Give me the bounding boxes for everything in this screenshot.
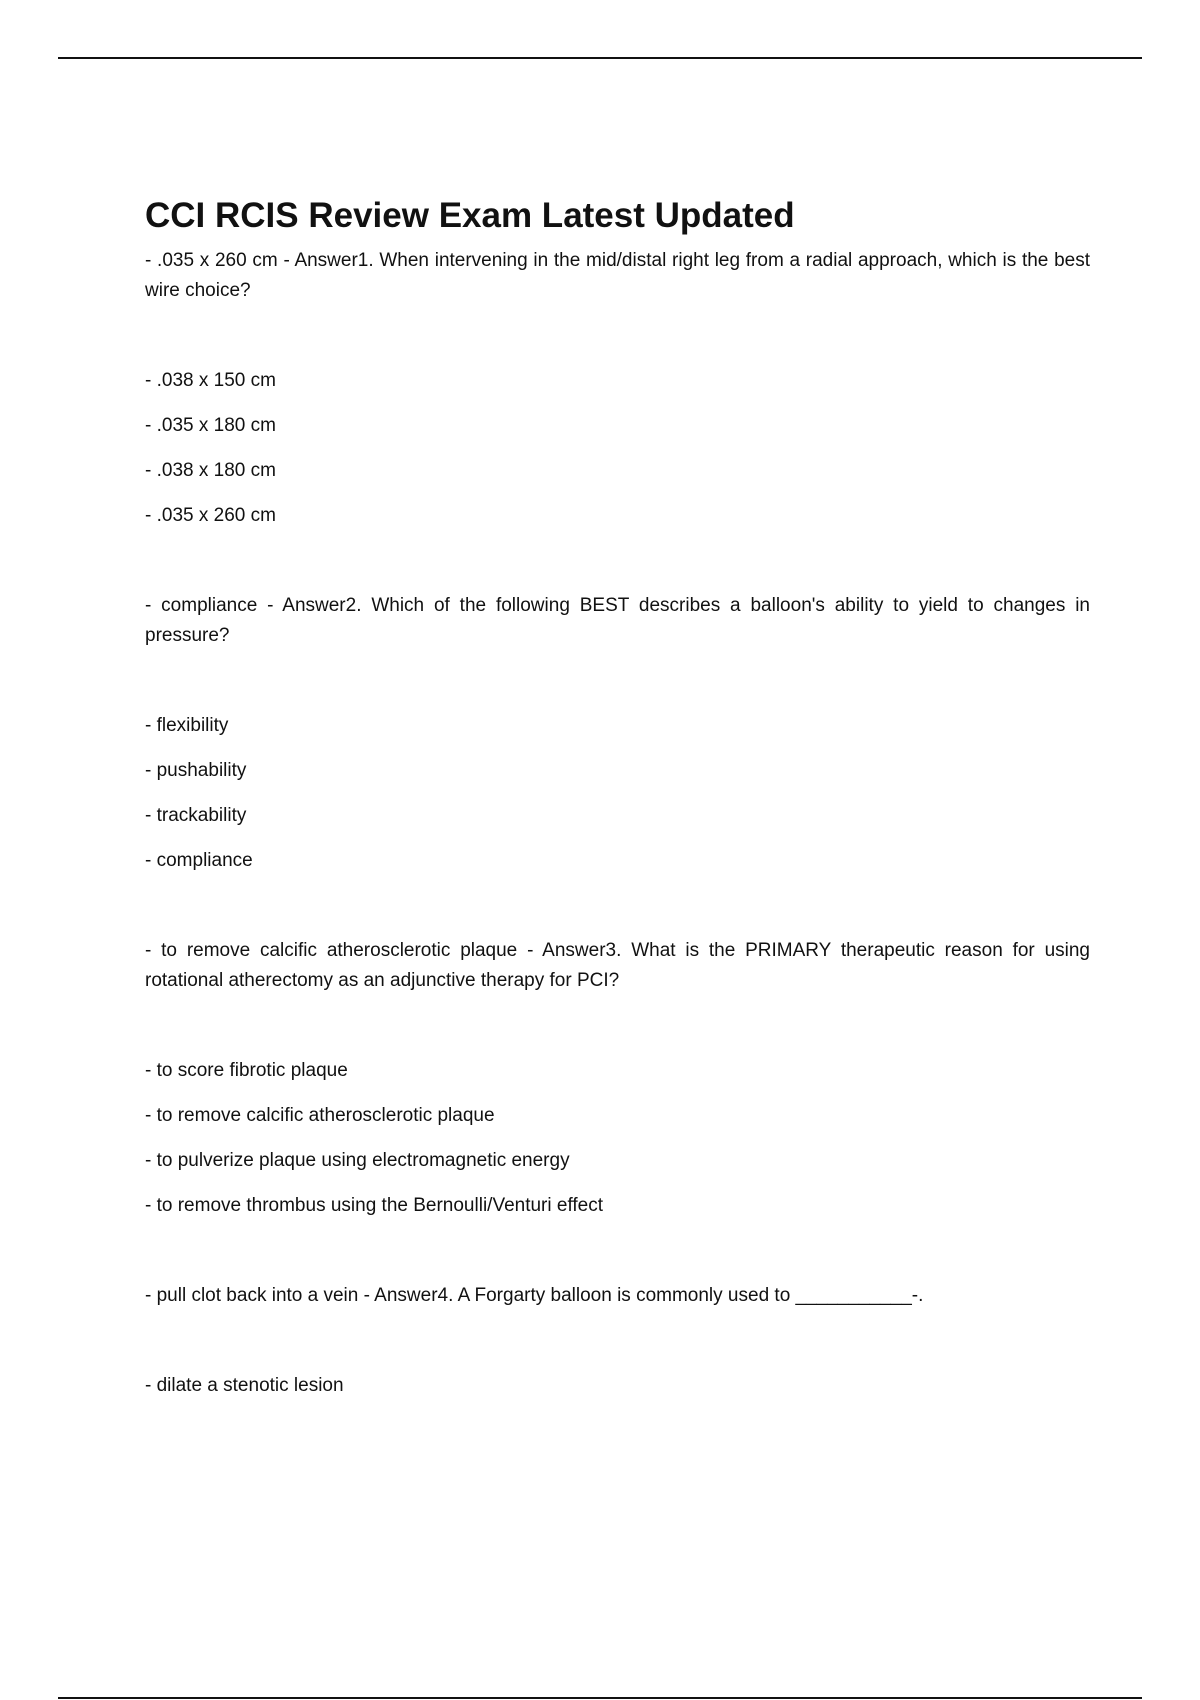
answer-option: - to remove thrombus using the Bernoulli/Venturi effect [145, 1195, 604, 1216]
header-rule [58, 57, 1142, 59]
question-text: - to remove calcific atherosclerotic plaque - Answer3. What is the PRIMARY therapeutic reason for using rotational atherectomy as an adjunctive therapy for PCI? [145, 940, 1090, 991]
answer-option: - pushability [145, 760, 247, 781]
question-block-4 [145, 1281, 1090, 1401]
answer-option: - .035 x 260 cm [145, 505, 276, 526]
footer-rule [58, 1697, 1142, 1699]
question-text: - .035 x 260 cm - Answer1. When intervening in the mid/distal right leg from a radial approach, which is the best wire choice? [145, 250, 1090, 301]
document-body [145, 186, 1090, 1461]
answer-option: - trackability [145, 805, 247, 826]
question-text: - compliance - Answer2. Which of the following BEST describes a balloon's ability to yield to changes in pressure? [145, 595, 1090, 646]
question-block-1 [145, 246, 1090, 531]
answer-option: - dilate a stenotic lesion [145, 1375, 344, 1396]
document-title: CCI RCIS Review Exam Latest Updated [145, 196, 795, 235]
answer-option: - to score fibrotic plaque [145, 1060, 348, 1081]
question-block-2 [145, 591, 1090, 876]
answer-option: - flexibility [145, 715, 229, 736]
question-text: - pull clot back into a vein - Answer4. A Forgarty balloon is commonly used to ___________-. [145, 1285, 924, 1306]
question-block-3 [145, 936, 1090, 1221]
answer-option: - .038 x 180 cm [145, 460, 276, 481]
answer-option: - .038 x 150 cm [145, 370, 276, 391]
answer-option: - .035 x 180 cm [145, 415, 276, 436]
answer-option: - compliance [145, 850, 253, 871]
answer-option: - to pulverize plaque using electromagnetic energy [145, 1150, 570, 1171]
answer-option: - to remove calcific atherosclerotic plaque [145, 1105, 495, 1126]
